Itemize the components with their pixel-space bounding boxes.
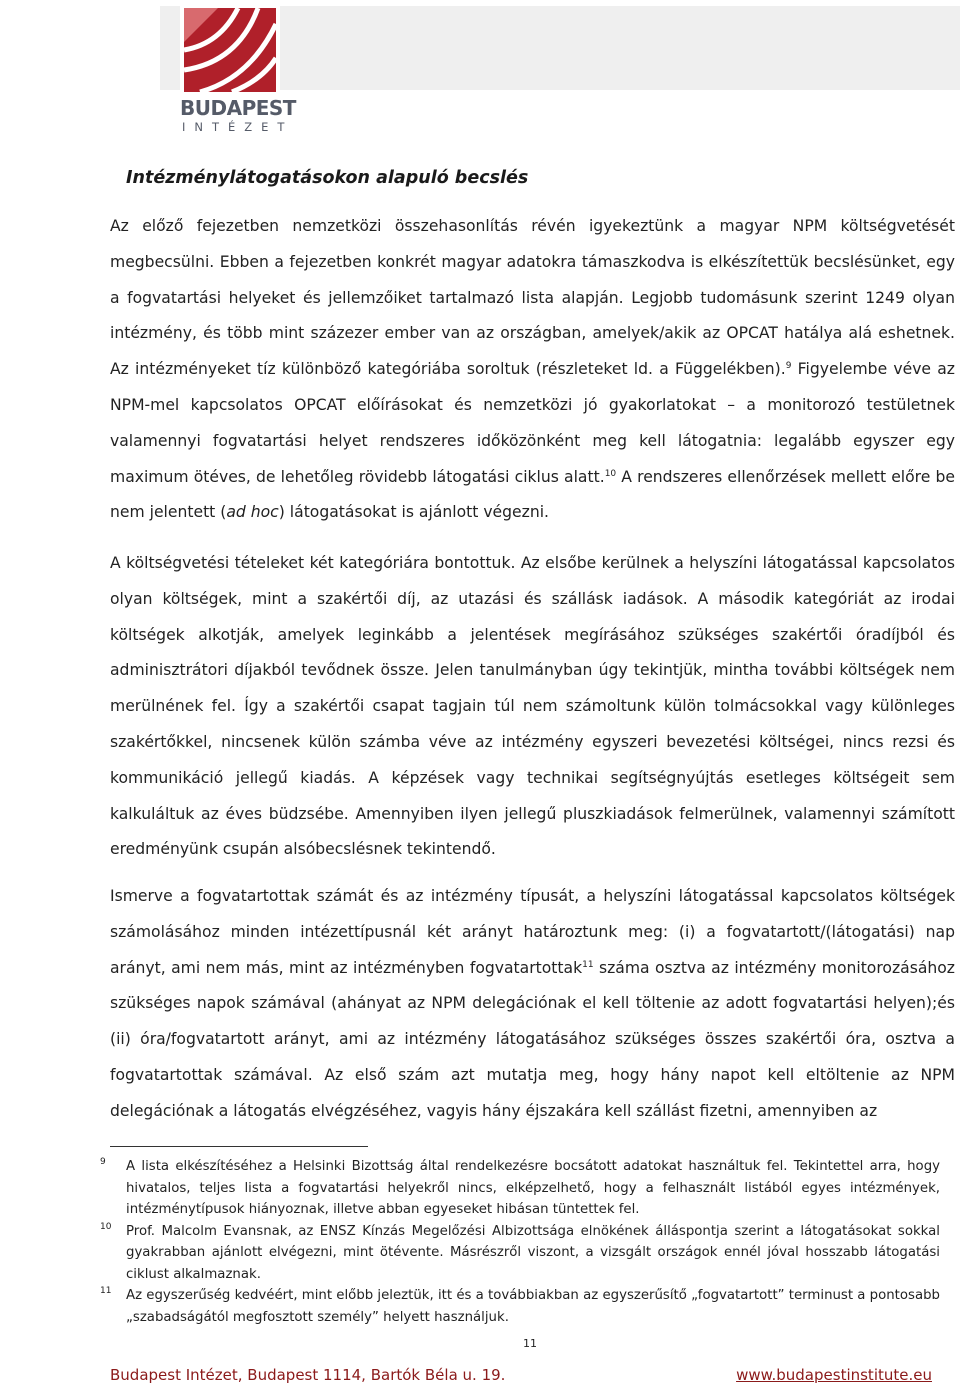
paragraph-text: A költségvetési tételeket két kategóriára bontottuk. Az elsőbe kerülnek a helyszíni látogatással kapcsolatos olyan költségek, mint a szakértői díj, az utazási és szállásk iadások. A második kategóriát az irodai költségek alkotják, amelyek leginkább a jelentések megírásához szükséges szakértői óradíjból és adminisztrátori díjakból tevődnek össze. Jelen tanulmányban úgy tekintjük, mintha további költségek nem merülnének fel. Így a szakértői csapat tagjain túl nem számoltunk külön tolmácsokkal vagy különleges szakértőkkel, nincsenek külön számba véve az intézmény egyszeri bevezetési költségei, nincs rezsi és kommunikáció jellegű kiadás. A képzések vagy technikai segítségnyújtás esetleges költségeit sem kalkuláltuk az éves büdzsébe. Amennyiben ilyen jellegű pluszkiadások felmerülnek, valamennyi számított eredményünk csupán alsóbecslésnek tekintendő. [110, 554, 955, 859]
paragraph-text: ) látogatásokat is ajánlott végezni. [278, 503, 549, 522]
footnote-9 [100, 1156, 940, 1221]
footnote-divider [110, 1146, 368, 1147]
footnote-11 [100, 1285, 940, 1328]
logo-name: BUDAPEST [180, 96, 296, 120]
footnote-10 [100, 1221, 940, 1286]
footnote-text: Az egyszerűség kedvéért, mint előbb jeleztük, itt és a továbbiakban az egyszerűsítő „fogvatartott” terminust a pontosabb „szabadságától megfosztott személy” helyett használjuk. [126, 1288, 940, 1325]
paragraph-1 [110, 209, 955, 531]
footer-website-link[interactable]: www.budapestinstitute.eu [736, 1366, 932, 1384]
paragraph-text: A rendszeres ellenőrzések mellett előre be nem jelentett ( [110, 467, 955, 522]
footnote-ref-10[interactable]: 10 [604, 468, 617, 479]
footnote-number: 10 [100, 1221, 112, 1232]
footnote-ref-9[interactable]: 9 [785, 361, 792, 372]
paragraph-text: Az előző fejezetben nemzetközi összehasonlítás révén igyekeztünk a magyar NPM költségvetését megbecsülni. Ebben a fejezetben konkrét magyar adatokra támaszkodva is elkészítettük becslésünket, egy a fogvatartási helyeket és jellemzőiket tartalmazó lista alapján. Legjobb tudomásunk szerint 1249 olyan intézmény, és több mint százezer ember van az országban, amelyek/akik az OPCAT hatálya alá eshetnek. Az intézményeket tíz különböző kategóriába soroltuk (részleteket ld. a Függelékben). [110, 217, 955, 379]
italic-term: ad hoc [226, 503, 279, 522]
footnotes [100, 1156, 940, 1328]
paragraph-3 [110, 879, 955, 1130]
paragraph-text: Ismerve a fogvatartottak számát és az intézmény típusát, a helyszíni látogatással kapcsolatos költségek számolásához minden intézettípusnál két arányt határoztunk meg: (i) a fogvatartott/(látogatási) nap arányt, ami nem más, mint az intézményben fogvatartottak [110, 887, 955, 977]
footnote-number: 9 [100, 1157, 106, 1167]
footnote-text: A lista elkészítéséhez a Helsinki Bizottság által rendelkezésre bocsátott adatokat használtuk fel. Tekintettel arra, hogy hivatalos, teljes lista a fogvatartási helyekről nincs, elképzelhető, hogy a felhasznált listából egyes intézmények, intézménytípusok hiányoznak, illetve abban egyeseket hibásan tüntettek fel. [126, 1159, 940, 1217]
footnote-ref-11[interactable]: 11 [582, 959, 594, 970]
footnote-number: 11 [100, 1286, 112, 1296]
paragraph-text: Figyelembe véve az NPM-mel kapcsolatos OPCAT előírásokat és nemzetközi jó gyakorlatokat – a monitorozó testületnek valamennyi fogvatartási helyet rendszeres időközönként meg kell látogatnia: legalább egyszer egy maximum ötéves, de lehetőleg rövidebb látogatási ciklus alatt. [110, 360, 955, 486]
page-number: 11 [523, 1337, 537, 1350]
paragraph-2 [110, 546, 955, 868]
budapest-institute-logo-icon [180, 4, 280, 96]
section-title: Intézménylátogatásokon alapuló becslés [126, 168, 529, 188]
footer-address: Budapest Intézet, Budapest 1114, Bartók Béla u. 19. [110, 1366, 506, 1384]
header-band [160, 6, 960, 90]
footnote-text: Prof. Malcolm Evansnak, az ENSZ Kínzás Megelőzési Albizottsága elnökének álláspontja szerint a látogatásokat sokkal gyakrabban ajánlott elvégezni, mint ötévente. Másrészről viszont, a vizsgált országok ennél jóval hosszabb látogatási ciklust alkalmaznak. [126, 1223, 940, 1282]
paragraph-text: száma osztva az intézmény monitorozásához szükséges napok számával (ahányat az NPM delegációnak el kell töltenie az adott fogvatartási helyen);és (ii) óra/fogvatartott arányt, ami az intézmény látogatásához szükséges összes szakértői óra, osztva a fogvatartottak számával. Az első szám azt mutatja meg, hogy hány napot kell eltöltenie az NPM delegációnak a látogatás elvégzéséhez, vagyis hány éjszakára kell szállást fizetni, amennyiben az [110, 958, 955, 1120]
logo-subtitle: INTÉZET [182, 120, 294, 134]
